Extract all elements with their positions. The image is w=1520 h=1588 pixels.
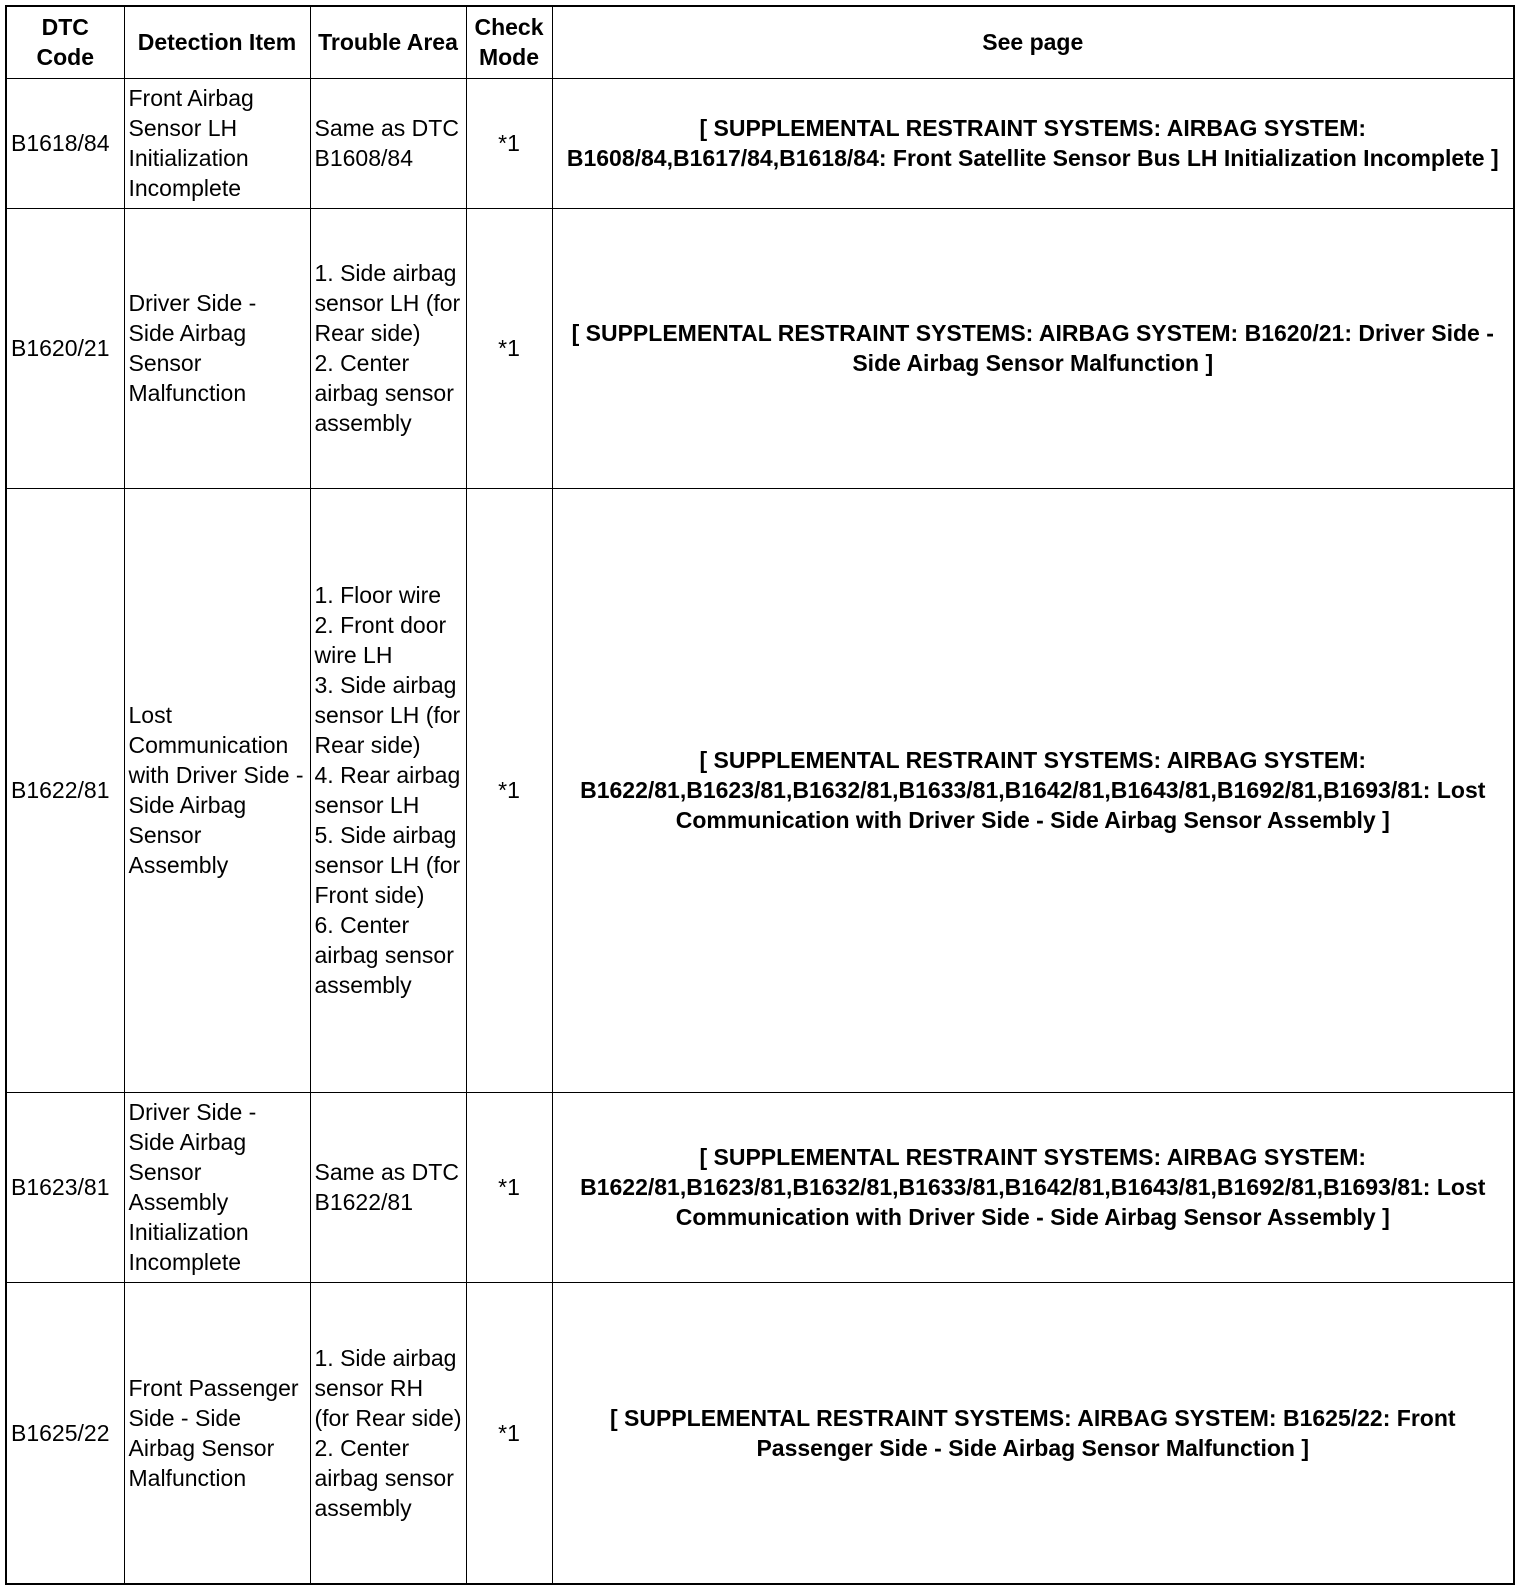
trouble-area-line: 2. Center airbag sensor assembly (314, 1434, 454, 1521)
table-row (6, 208, 1514, 488)
table-row (6, 78, 1514, 208)
detection-item-cell: Front Airbag Sensor LH Initialization Incomplete (124, 78, 310, 208)
trouble-area-cell (310, 488, 466, 1092)
dtc-code-cell: B1618/84 (6, 78, 124, 208)
trouble-area-line: 2. Front door wire LH (314, 612, 447, 668)
trouble-area-line: 2. Center airbag sensor assembly (314, 350, 454, 436)
trouble-area-line: 3. Side airbag sensor LH (for Rear side) (314, 672, 461, 758)
trouble-area-line: 4. Rear airbag sensor LH (314, 762, 461, 818)
header-row (6, 6, 1514, 78)
table-row (6, 1092, 1514, 1282)
see-page-link: [ SUPPLEMENTAL RESTRAINT SYSTEMS: AIRBAG SYSTEM: B1620/21: Driver Side - Side Airbag Sensor Malfunction ] (552, 208, 1514, 488)
header-detection-item: Detection Item (124, 6, 310, 78)
dtc-code-cell: B1622/81 (6, 488, 124, 1092)
check-mode-cell: *1 (466, 208, 552, 488)
check-mode-cell: *1 (466, 78, 552, 208)
detection-item-cell: Driver Side - Side Airbag Sensor Assembly Initialization Incomplete (124, 1092, 310, 1282)
trouble-area-cell (310, 208, 466, 488)
check-mode-cell: *1 (466, 488, 552, 1092)
trouble-area-line: 5. Side airbag sensor LH (for Front side) (314, 822, 461, 908)
header-dtc-code: DTC Code (6, 6, 124, 78)
see-page-link: [ SUPPLEMENTAL RESTRAINT SYSTEMS: AIRBAG SYSTEM: B1622/81,B1623/81,B1632/81,B1633/81,B1642/81,B1643/81,B1692/81,B1693/81: Lost Communication with Driver Side - Side Airbag Sensor Assembly ] (552, 1092, 1514, 1282)
trouble-area-line: Same as DTC B1608/84 (314, 115, 459, 171)
table-row (6, 488, 1514, 1092)
detection-item-cell: Driver Side - Side Airbag Sensor Malfunction (124, 208, 310, 488)
trouble-area-line: 1. Floor wire (314, 582, 442, 608)
trouble-area-line: 6. Center airbag sensor assembly (314, 912, 454, 998)
table-row (6, 1282, 1514, 1584)
dtc-code-cell: B1623/81 (6, 1092, 124, 1282)
trouble-area-line: 1. Side airbag sensor LH (for Rear side) (314, 260, 461, 346)
trouble-area-line: Same as DTC B1622/81 (314, 1159, 459, 1215)
see-page-link: [ SUPPLEMENTAL RESTRAINT SYSTEMS: AIRBAG SYSTEM: B1622/81,B1623/81,B1632/81,B1633/81,B1642/81,B1643/81,B1692/81,B1693/81: Lost Communication with Driver Side - Side Airbag Sensor Assembly ] (552, 488, 1514, 1092)
trouble-area-cell (310, 78, 466, 208)
trouble-area-cell (310, 1282, 466, 1584)
see-page-link: [ SUPPLEMENTAL RESTRAINT SYSTEMS: AIRBAG SYSTEM: B1608/84,B1617/84,B1618/84: Front Satellite Sensor Bus LH Initialization Incomplete ] (552, 78, 1514, 208)
dtc-table (5, 5, 1515, 1585)
header-see-page: See page (552, 6, 1514, 78)
header-check-mode: Check Mode (466, 6, 552, 78)
detection-item-cell: Front Passenger Side - Side Airbag Sensor Malfunction (124, 1282, 310, 1584)
check-mode-cell: *1 (466, 1282, 552, 1584)
header-trouble-area: Trouble Area (310, 6, 466, 78)
see-page-link: [ SUPPLEMENTAL RESTRAINT SYSTEMS: AIRBAG SYSTEM: B1625/22: Front Passenger Side - Side Airbag Sensor Malfunction ] (552, 1282, 1514, 1584)
dtc-code-cell: B1625/22 (6, 1282, 124, 1584)
trouble-area-cell (310, 1092, 466, 1282)
dtc-code-cell: B1620/21 (6, 208, 124, 488)
check-mode-cell: *1 (466, 1092, 552, 1282)
detection-item-cell: Lost Communication with Driver Side - Side Airbag Sensor Assembly (124, 488, 310, 1092)
trouble-area-line: 1. Side airbag sensor RH (for Rear side) (314, 1344, 462, 1431)
